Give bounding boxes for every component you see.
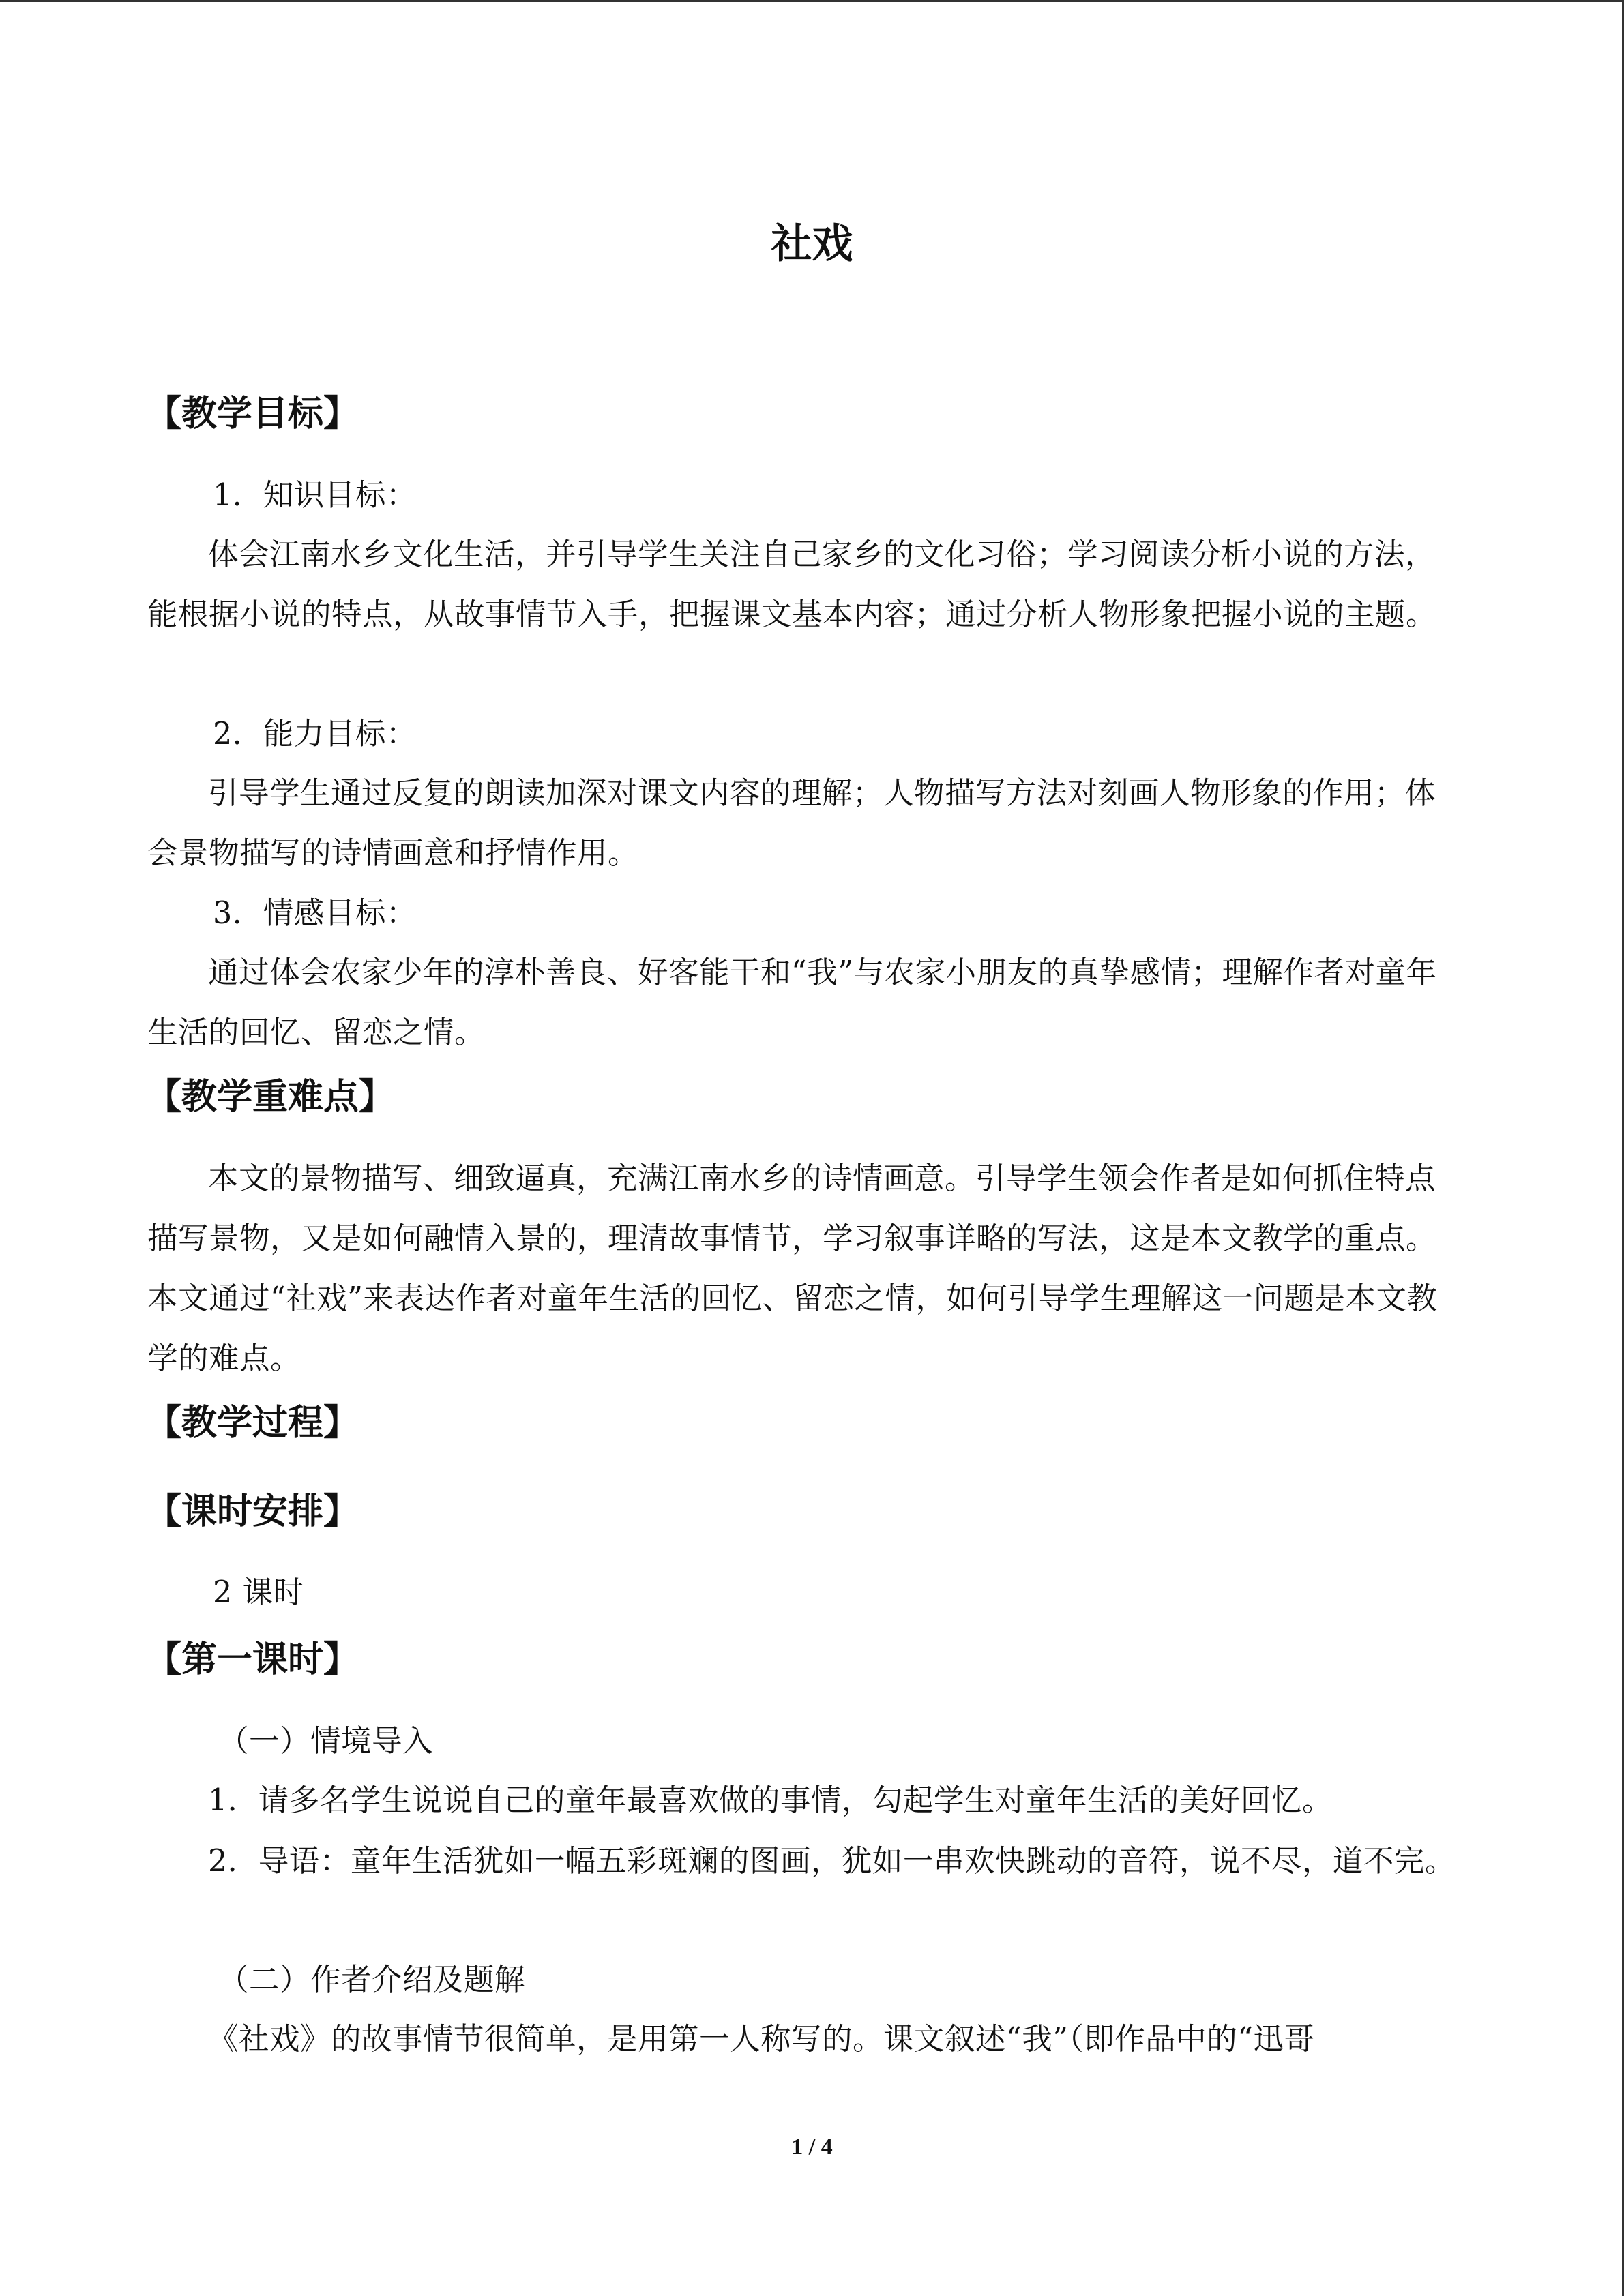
heading-process: 【教学过程】 [146,1403,359,1444]
objective-knowledge-label: 1．知识目标： [213,478,417,513]
lesson1-part2-text: 《社戏》的故事情节很简单，是用第一人称写的。课文叙述“我”（即作品中的“迅哥 [208,2022,1315,2057]
lesson1-part1-label: （一）情境导入 [218,1724,434,1759]
schedule-text: 2 课时 [213,1575,304,1610]
lesson1-item-2: 2．导语：童年生活犹如一幅五彩斑斓的图画，犹如一串欢快跳动的音符，说不尽，道不完。 [208,1844,1456,1879]
objective-emotion-label: 3．情感目标： [213,896,417,931]
objective-ability-label: 2．能力目标： [213,717,417,751]
heading-lesson-1: 【第一课时】 [146,1639,359,1680]
objective-emotion-text: 通过体会农家少年的淳朴善良、好客能干和“我”与农家小朋友的真挚感情；理解作者对童年生活的回忆、留恋之情。 [147,955,1437,1050]
page-top-border [0,0,1624,2]
page-number: 1 / 4 [791,2134,833,2160]
lesson1-part2-label: （二）作者介绍及题解 [218,1963,526,1997]
heading-schedule: 【课时安排】 [146,1491,359,1532]
objective-ability-text: 引导学生通过反复的朗读加深对课文内容的理解；人物描写方法对刻画人物形象的作用；体会景物描写的诗情画意和抒情作用。 [147,776,1436,871]
document-title: 社戏 [771,220,853,268]
lesson1-item-1: 1．请多名学生说说自己的童年最喜欢做的事情，勾起学生对童年生活的美好回忆。 [208,1783,1333,1818]
key-points-text: 本文的景物描写、细致逼真，充满江南水乡的诗情画意。引导学生领会作者是如何抓住特点描写景物，又是如何融情入景的，理清故事情节，学习叙事详略的写法，这是本文教学的重点。本文通过“社戏”来表达作者对童年生活的回忆、留恋之情，如何引导学生理解这一问题是本文教学的难点。 [147,1161,1438,1376]
objective-knowledge-text: 体会江南水乡文化生活，并引导学生关注自己家乡的文化习俗；学习阅读分析小说的方法，能根据小说的特点，从故事情节入手，把握课文基本内容；通过分析人物形象把握小说的主题。 [147,537,1437,632]
heading-objectives: 【教学目标】 [146,393,359,434]
heading-key-points: 【教学重难点】 [146,1077,395,1118]
